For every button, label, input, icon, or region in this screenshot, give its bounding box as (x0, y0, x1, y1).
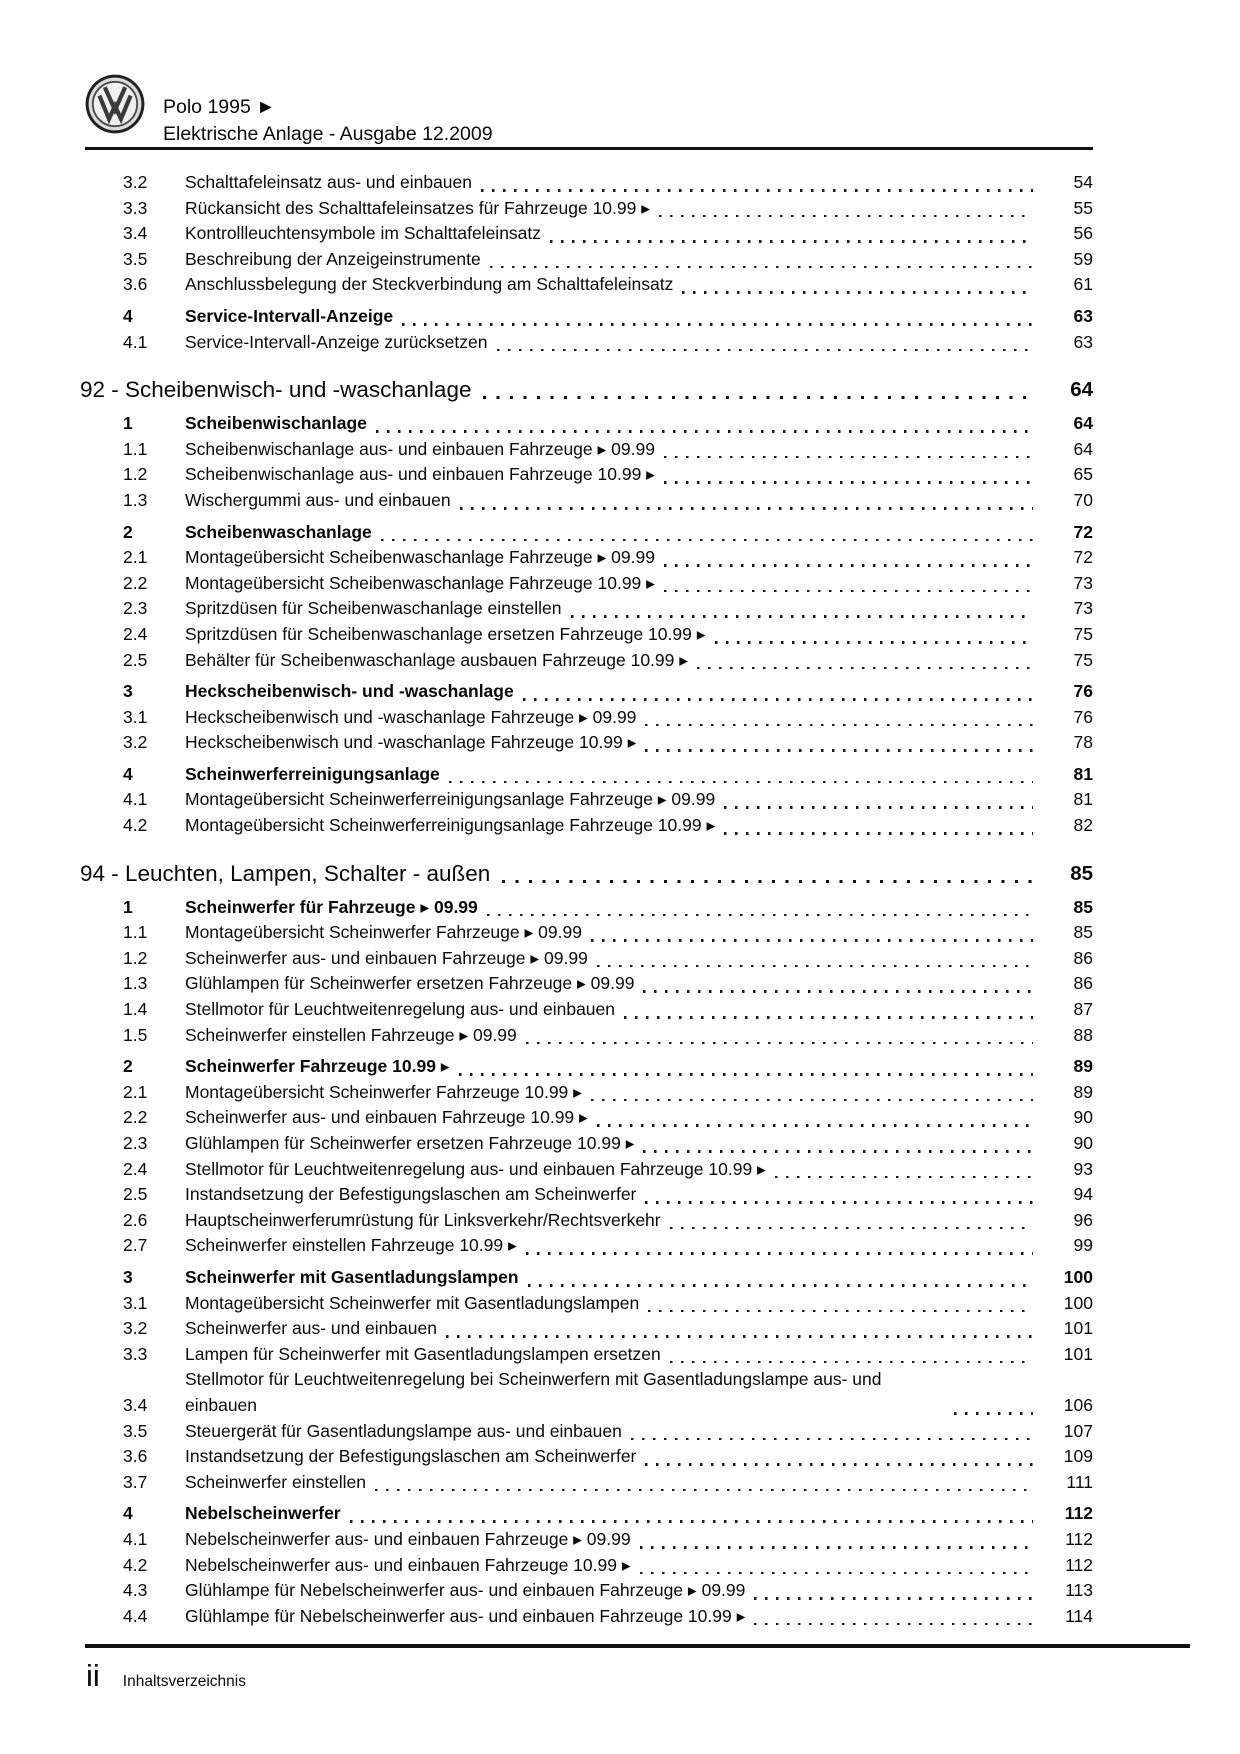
toc-entry-number: 2.7 (123, 1235, 148, 1256)
toc-entry-row (123, 330, 1093, 356)
toc-entry-number: 3.3 (123, 197, 148, 218)
toc-entry-page: 93 (1073, 1158, 1093, 1179)
toc-entry-row (123, 1054, 1093, 1080)
toc-entry-title: Nebelscheinwerfer (185, 1503, 341, 1524)
page-number-roman: ii (86, 1658, 100, 1693)
toc-entry-row (123, 1578, 1093, 1604)
toc-entry-row (123, 1553, 1093, 1579)
toc-entry-row (123, 705, 1093, 731)
header-divider (85, 147, 1093, 150)
toc-entry-page: 82 (1073, 815, 1093, 836)
toc-dot-leader (645, 749, 1033, 752)
toc-dot-leader (715, 641, 1034, 644)
toc-entry-page: 99 (1073, 1235, 1093, 1256)
toc-entry-page: 65 (1073, 464, 1093, 485)
toc-section-title: 92 - Scheibenwisch- und -waschanlage (80, 377, 472, 403)
toc-entry-row (123, 1470, 1093, 1496)
toc-entry-row (123, 1233, 1093, 1259)
toc-entry-number: 4.1 (123, 331, 148, 352)
header-titles (163, 74, 493, 148)
toc-entry-number: 3.6 (123, 1446, 148, 1467)
toc-entry-title: Spritzdüsen für Scheibenwaschanlage ersetzen Fahrzeuge 10.99 ▸ (185, 623, 706, 644)
toc-entry-page: 101 (1063, 1318, 1093, 1339)
toc-dot-leader (591, 939, 1033, 942)
toc-entry-title: Stellmotor für Leuchtweitenregelung aus- und einbauen (185, 999, 616, 1020)
toc-entry-number: 3.3 (123, 1343, 148, 1364)
toc-entry-title: Service-Intervall-Anzeige zurücksetzen (185, 331, 488, 352)
toc-entry-page: 88 (1073, 1024, 1093, 1045)
toc-entry-number: 2 (123, 521, 133, 542)
toc-entry-row (123, 1501, 1093, 1527)
toc-entry-number: 3 (123, 1266, 133, 1287)
toc-dot-leader (449, 781, 1033, 784)
toc-entry-number: 3.5 (123, 1420, 148, 1441)
toc-dot-leader (645, 724, 1033, 727)
toc-entry-row (123, 545, 1093, 571)
toc-entry-title: Heckscheibenwisch und -waschanlage Fahrzeuge 10.99 ▸ (185, 732, 637, 753)
toc-dot-leader (624, 1016, 1033, 1019)
toc-entry-title: Nebelscheinwerfer aus- und einbauen Fahrzeuge ▸ 09.99 (185, 1528, 631, 1549)
toc-entry-title: Steuergerät für Gasentladungslampe aus- und einbauen (185, 1420, 622, 1441)
toc-entry-page: 61 (1073, 274, 1093, 295)
toc-entry-row (123, 1157, 1093, 1183)
toc-dot-leader (526, 1042, 1033, 1045)
toc-dot-leader (659, 215, 1033, 218)
toc-entry-title: Scheinwerfer mit Gasentladungslampen (185, 1266, 519, 1287)
toc-entry-number: 4 (123, 763, 133, 784)
toc-entry-page: 96 (1073, 1209, 1093, 1230)
toc-entry-title: Montageübersicht Scheinwerferreinigungsanlage Fahrzeuge ▸ 09.99 (185, 789, 716, 810)
toc-entry-title: Anschlussbelegung der Steckverbindung am Schalttafeleinsatz (185, 274, 674, 295)
toc-entry-row (123, 1342, 1093, 1368)
toc-entry-row (123, 247, 1093, 273)
toc-entry-row (123, 304, 1093, 330)
toc-dot-leader (481, 189, 1033, 192)
toc-entry-title: Scheinwerfer Fahrzeuge 10.99 ▸ (185, 1056, 450, 1077)
toc-entry-row (123, 622, 1093, 648)
toc-entry-row (123, 1291, 1093, 1317)
toc-entry-page: 112 (1064, 1503, 1093, 1524)
toc-entry-page: 78 (1073, 732, 1093, 753)
toc-entry-row (123, 648, 1093, 674)
toc-entry-number: 4.1 (123, 789, 148, 810)
toc-entry-number: 3.6 (123, 274, 148, 295)
toc-dot-leader (571, 615, 1034, 618)
toc-entry-page: 87 (1073, 999, 1093, 1020)
toc-entry-row (123, 971, 1093, 997)
toc-entry-page: 72 (1073, 521, 1093, 542)
toc-entry-number: 2.3 (123, 1133, 148, 1153)
toc-entry-page: 107 (1063, 1420, 1093, 1441)
toc-entry-page: 112 (1065, 1554, 1093, 1575)
toc-entry-number: 2.4 (123, 1158, 148, 1179)
toc-entry-number: 1.5 (123, 1024, 148, 1045)
toc-entry-page: 90 (1073, 1133, 1093, 1153)
header-model-title: Polo 1995 ► (163, 96, 276, 118)
toc-entry-page: 72 (1073, 547, 1093, 568)
toc-entry-row (123, 1105, 1093, 1131)
toc-entry-page: 59 (1073, 248, 1093, 269)
toc-entry-number: 2.5 (123, 649, 148, 670)
toc-entry-page: 55 (1073, 197, 1093, 218)
toc-dot-leader (550, 240, 1033, 243)
toc-entry-row (123, 411, 1093, 437)
toc-dot-leader (350, 1520, 1033, 1523)
toc-entry-page: 63 (1073, 305, 1093, 326)
toc-entry-number: 2.3 (123, 598, 148, 619)
toc-dot-leader (670, 1227, 1033, 1230)
toc-entry-title: Scheinwerfer aus- und einbauen Fahrzeuge 10.99 ▸ (185, 1107, 588, 1128)
toc-entry-number: 3 (123, 681, 133, 702)
toc-dot-leader (697, 667, 1033, 670)
footer-label: Inhaltsverzeichnis (122, 1673, 246, 1690)
toc-entry-page: 90 (1073, 1107, 1093, 1128)
toc-entry-title: Montageübersicht Scheibenwaschanlage Fahrzeuge ▸ 09.99 (185, 547, 655, 568)
toc-entry-number: 2.1 (123, 547, 148, 568)
toc-entry-number: 2.2 (123, 1107, 148, 1128)
toc-entry-title: Kontrollleuchtensymbole im Schalttafeleinsatz (185, 223, 542, 244)
toc-entry-row (123, 1182, 1093, 1208)
toc-entry-title: Montageübersicht Scheinwerfer mit Gasentladungslampen (185, 1292, 640, 1313)
toc-entry-number: 4.4 (123, 1605, 148, 1626)
toc-dot-leader (502, 880, 1033, 883)
toc-entry-number: 2.2 (123, 572, 148, 593)
toc-entry-row (123, 1367, 1093, 1418)
toc-entry-title: Rückansicht des Schalttafeleinsatzes für Fahrzeuge 10.99 ▸ (185, 197, 651, 218)
toc-entry-page: 54 (1073, 172, 1093, 192)
vw-logo-icon (85, 74, 145, 134)
toc-dot-leader (724, 832, 1033, 835)
toc-entry-number: 3.4 (123, 1394, 148, 1415)
toc-section-header-row (80, 859, 1093, 889)
toc-entry-row (123, 170, 1093, 196)
toc-entry-number: 1.1 (123, 438, 148, 459)
toc-dot-leader (523, 698, 1033, 701)
toc-dot-leader (591, 1099, 1033, 1102)
toc-dot-leader (490, 266, 1033, 269)
toc-entry-page: 81 (1073, 789, 1093, 810)
toc-entry-title: Lampen für Scheinwerfer mit Gasentladungslampen ersetzen (185, 1343, 661, 1364)
toc-dot-leader (640, 1546, 1033, 1549)
toc-entry-number: 4 (123, 1503, 133, 1524)
toc-dot-leader (670, 1361, 1033, 1364)
toc-entry-title: Stellmotor für Leuchtweitenregelung aus- und einbauen Fahrzeuge 10.99 ▸ (185, 1158, 766, 1179)
toc-dot-leader (664, 456, 1033, 459)
toc-dot-leader (597, 1124, 1033, 1127)
toc-entry-title: Heckscheibenwisch- und -waschanlage (185, 681, 514, 702)
toc-entry-number: 1.1 (123, 922, 148, 943)
toc-entry-row (123, 920, 1093, 946)
toc-entry-number: 1 (123, 413, 133, 434)
toc-entry-row (123, 787, 1093, 813)
toc-entry-row (123, 196, 1093, 222)
toc-dot-leader (402, 323, 1033, 326)
toc-entry-number: 3.7 (123, 1471, 148, 1492)
toc-entry-number: 3.1 (123, 706, 148, 727)
toc-entry-page: 85 (1073, 896, 1093, 917)
toc-dot-leader (664, 590, 1033, 593)
toc-entry-page: 106 (1063, 1394, 1093, 1415)
toc-dot-leader (459, 1073, 1033, 1076)
toc-dot-leader (954, 1412, 1033, 1415)
toc-dot-leader (640, 1572, 1033, 1575)
toc-entry-row (123, 1208, 1093, 1234)
toc-entry-row (123, 1131, 1093, 1157)
toc-entry-row (123, 221, 1093, 247)
toc-entry-number: 1 (123, 896, 133, 917)
toc-entry-page: 114 (1065, 1605, 1093, 1626)
toc-section-title: 94 - Leuchten, Lampen, Schalter - außen (80, 860, 491, 886)
toc-entry-page: 113 (1065, 1580, 1093, 1601)
toc-entry-row (123, 462, 1093, 488)
toc-entry-title: Montageübersicht Scheinwerfer Fahrzeuge 10.99 ▸ (185, 1081, 582, 1102)
toc-entry-number: 3.4 (123, 223, 148, 244)
toc-dot-leader (375, 1489, 1033, 1492)
toc-entry-page: 101 (1063, 1343, 1093, 1364)
toc-dot-leader (775, 1176, 1033, 1179)
toc-entry-number: 2.5 (123, 1184, 148, 1205)
toc-entry-row (123, 895, 1093, 921)
toc-entry-title: Instandsetzung der Befestigungslaschen am Scheinwerfer (185, 1446, 637, 1467)
toc-entry-row (123, 1316, 1093, 1342)
toc-entry-number: 4.1 (123, 1528, 148, 1549)
toc-entry-title: Instandsetzung der Befestigungslaschen am Scheinwerfer (185, 1184, 637, 1205)
toc-dot-leader (460, 507, 1033, 510)
toc-entry-number: 4.2 (123, 815, 148, 836)
toc-dot-leader (754, 1597, 1033, 1600)
toc-dot-leader (497, 349, 1034, 352)
toc-entry-title: Scheibenwaschanlage (185, 521, 372, 542)
toc-entry-number: 2.6 (123, 1209, 148, 1230)
toc-entry-page: 89 (1073, 1056, 1093, 1077)
toc-entry-title: Scheinwerfer einstellen Fahrzeuge 10.99 ▸ (185, 1235, 517, 1256)
toc-entry-row (123, 813, 1093, 839)
toc-entry-row (123, 1527, 1093, 1553)
toc-entry-row (123, 571, 1093, 597)
toc-entry-title: Behälter für Scheibenwaschanlage ausbauen Fahrzeuge 10.99 ▸ (185, 649, 689, 670)
toc-entry-page: 73 (1073, 572, 1093, 593)
toc-entry-number: 4 (123, 305, 133, 326)
toc-entry-number: 2.1 (123, 1081, 148, 1102)
toc-entry-page: 75 (1073, 623, 1093, 644)
toc-entry-row (123, 1080, 1093, 1106)
toc-entry-title: Stellmotor für Leuchtweitenregelung bei Scheinwerfern mit Gasentladungslampe aus- und einbauen (185, 1369, 882, 1415)
toc-entry-row (123, 762, 1093, 788)
toc-entry-page: 63 (1073, 331, 1093, 352)
header-manual-title: Elektrische Anlage - Ausgabe 12.2009 (163, 123, 493, 145)
toc-entry-title: Scheibenwischanlage aus- und einbauen Fahrzeuge ▸ 09.99 (185, 438, 655, 459)
toc-entry-title: Glühlampen für Scheinwerfer ersetzen Fahrzeuge ▸ 09.99 (185, 973, 635, 994)
toc-entry-number: 3.5 (123, 248, 148, 269)
toc-entry-page: 76 (1073, 681, 1093, 702)
toc-entry-title: Beschreibung der Anzeigeinstrumente (185, 248, 481, 269)
toc-entry-title: Hauptscheinwerferumrüstung für Linksverkehr/Rechtsverkehr (185, 1209, 661, 1230)
toc-entry-title: Scheinwerfer für Fahrzeuge ▸ 09.99 (185, 896, 478, 917)
toc-section-header-row (80, 375, 1093, 405)
toc-entry-title: Scheinwerfer aus- und einbauen (185, 1318, 437, 1339)
toc-entry-page: 100 (1063, 1292, 1093, 1313)
toc-dot-leader (381, 539, 1033, 542)
toc-entry-row (123, 520, 1093, 546)
toc-entry-title: Scheinwerferreinigungsanlage (185, 763, 440, 784)
toc-entry-title: Montageübersicht Scheinwerferreinigungsanlage Fahrzeuge 10.99 ▸ (185, 815, 716, 836)
toc-dot-leader (643, 1150, 1033, 1153)
toc-dot-leader (483, 396, 1033, 399)
toc-entry-row (123, 1444, 1093, 1470)
toc-entry-title: Scheinwerfer einstellen Fahrzeuge ▸ 09.99 (185, 1024, 517, 1045)
toc-entry-number: 4.2 (123, 1554, 148, 1575)
toc-entry-row (123, 946, 1093, 972)
toc-entry-row (123, 730, 1093, 756)
toc-entry-page: 89 (1073, 1081, 1093, 1102)
toc-entry-row (123, 1419, 1093, 1445)
toc-entry-row (123, 272, 1093, 298)
toc-entry-title: Glühlampen für Scheinwerfer ersetzen Fahrzeuge 10.99 ▸ (185, 1133, 635, 1153)
toc-entry-page: 56 (1073, 223, 1093, 244)
toc-entry-row (123, 437, 1093, 463)
toc-entry-number: 1.3 (123, 489, 148, 510)
toc-entry-page: 111 (1066, 1471, 1093, 1492)
toc-entry-number: 1.3 (123, 973, 148, 994)
toc-entry-page: 81 (1073, 763, 1093, 784)
toc-dot-leader (682, 291, 1033, 294)
toc-entry-row (123, 1604, 1093, 1630)
toc-dot-leader (487, 914, 1033, 917)
toc-section-page: 85 (1070, 861, 1093, 885)
toc-entry-title: Spritzdüsen für Scheibenwaschanlage einstellen (185, 598, 562, 619)
toc-entry-title: Nebelscheinwerfer aus- und einbauen Fahrzeuge 10.99 ▸ (185, 1554, 631, 1575)
toc-dot-leader (724, 806, 1033, 809)
toc-entry-title: Glühlampe für Nebelscheinwerfer aus- und einbauen Fahrzeuge 10.99 ▸ (185, 1605, 746, 1626)
toc-section-page: 64 (1070, 378, 1093, 402)
toc-entry-row (123, 997, 1093, 1023)
toc-entry-page: 75 (1073, 649, 1093, 670)
toc-entry-number: 2 (123, 1056, 133, 1077)
toc-entry-number: 4.3 (123, 1580, 148, 1601)
toc-entry-page: 76 (1073, 706, 1093, 727)
toc-dot-leader (528, 1284, 1033, 1287)
toc-entry-page: 86 (1073, 947, 1093, 968)
toc-entry-number: 3.1 (123, 1292, 148, 1313)
toc-entry-title: Glühlampe für Nebelscheinwerfer aus- und einbauen Fahrzeuge ▸ 09.99 (185, 1580, 746, 1601)
toc-entry-number: 3.2 (123, 1318, 148, 1339)
toc-dot-leader (664, 481, 1033, 484)
toc-entry-page: 86 (1073, 973, 1093, 994)
toc-dot-leader (664, 564, 1033, 567)
toc-dot-leader (526, 1252, 1033, 1255)
document-footer (86, 1656, 246, 1696)
toc-entry-title: Scheibenwischanlage aus- und einbauen Fahrzeuge 10.99 ▸ (185, 464, 655, 485)
toc-entry-page: 112 (1065, 1528, 1093, 1549)
toc-entry-row (123, 596, 1093, 622)
toc-entry-number: 3.2 (123, 172, 148, 192)
document-header (85, 74, 493, 148)
toc-entry-page: 64 (1073, 438, 1093, 459)
toc-entry-number: 2.4 (123, 623, 148, 644)
toc-entry-page: 73 (1073, 598, 1093, 619)
toc-entry-page: 64 (1073, 413, 1093, 434)
toc-dot-leader (376, 430, 1033, 433)
toc-entry-title: Service-Intervall-Anzeige (185, 305, 394, 326)
toc-dot-leader (631, 1438, 1033, 1441)
toc-dot-leader (645, 1463, 1033, 1466)
toc-entry-row (123, 1023, 1093, 1049)
toc-entry-row (123, 679, 1093, 705)
toc-dot-leader (446, 1335, 1033, 1338)
toc-entry-title: Heckscheibenwisch und -waschanlage Fahrzeuge ▸ 09.99 (185, 706, 637, 727)
toc-dot-leader (643, 990, 1033, 993)
toc-dot-leader (648, 1310, 1033, 1313)
toc-entry-number: 1.2 (123, 947, 148, 968)
toc-entry-title: Montageübersicht Scheinwerfer Fahrzeuge ▸ 09.99 (185, 922, 582, 943)
toc-entry-title: Scheibenwischanlage (185, 413, 367, 434)
toc-entry-title: Scheinwerfer einstellen (185, 1471, 366, 1492)
toc-entry-row (123, 1265, 1093, 1291)
toc-entry-row (123, 488, 1093, 514)
table-of-contents (80, 170, 1093, 1629)
toc-entry-page: 100 (1063, 1266, 1093, 1287)
toc-dot-leader (597, 965, 1033, 968)
toc-entry-title: Schalttafeleinsatz aus- und einbauen (185, 172, 473, 192)
toc-dot-leader (754, 1623, 1033, 1626)
toc-entry-page: 94 (1073, 1184, 1093, 1205)
toc-entry-number: 1.4 (123, 999, 148, 1020)
toc-entry-number: 3.2 (123, 732, 148, 753)
toc-entry-title: Montageübersicht Scheibenwaschanlage Fahrzeuge 10.99 ▸ (185, 572, 655, 593)
footer-divider (85, 1644, 1190, 1648)
toc-entry-page: 109 (1063, 1446, 1093, 1467)
toc-entry-page: 70 (1073, 489, 1093, 510)
toc-entry-title: Scheinwerfer aus- und einbauen Fahrzeuge ▸ 09.99 (185, 947, 588, 968)
toc-entry-title: Wischergummi aus- und einbauen (185, 489, 451, 510)
toc-entry-number: 1.2 (123, 464, 148, 485)
toc-dot-leader (645, 1201, 1033, 1204)
toc-entry-page: 85 (1073, 922, 1093, 943)
